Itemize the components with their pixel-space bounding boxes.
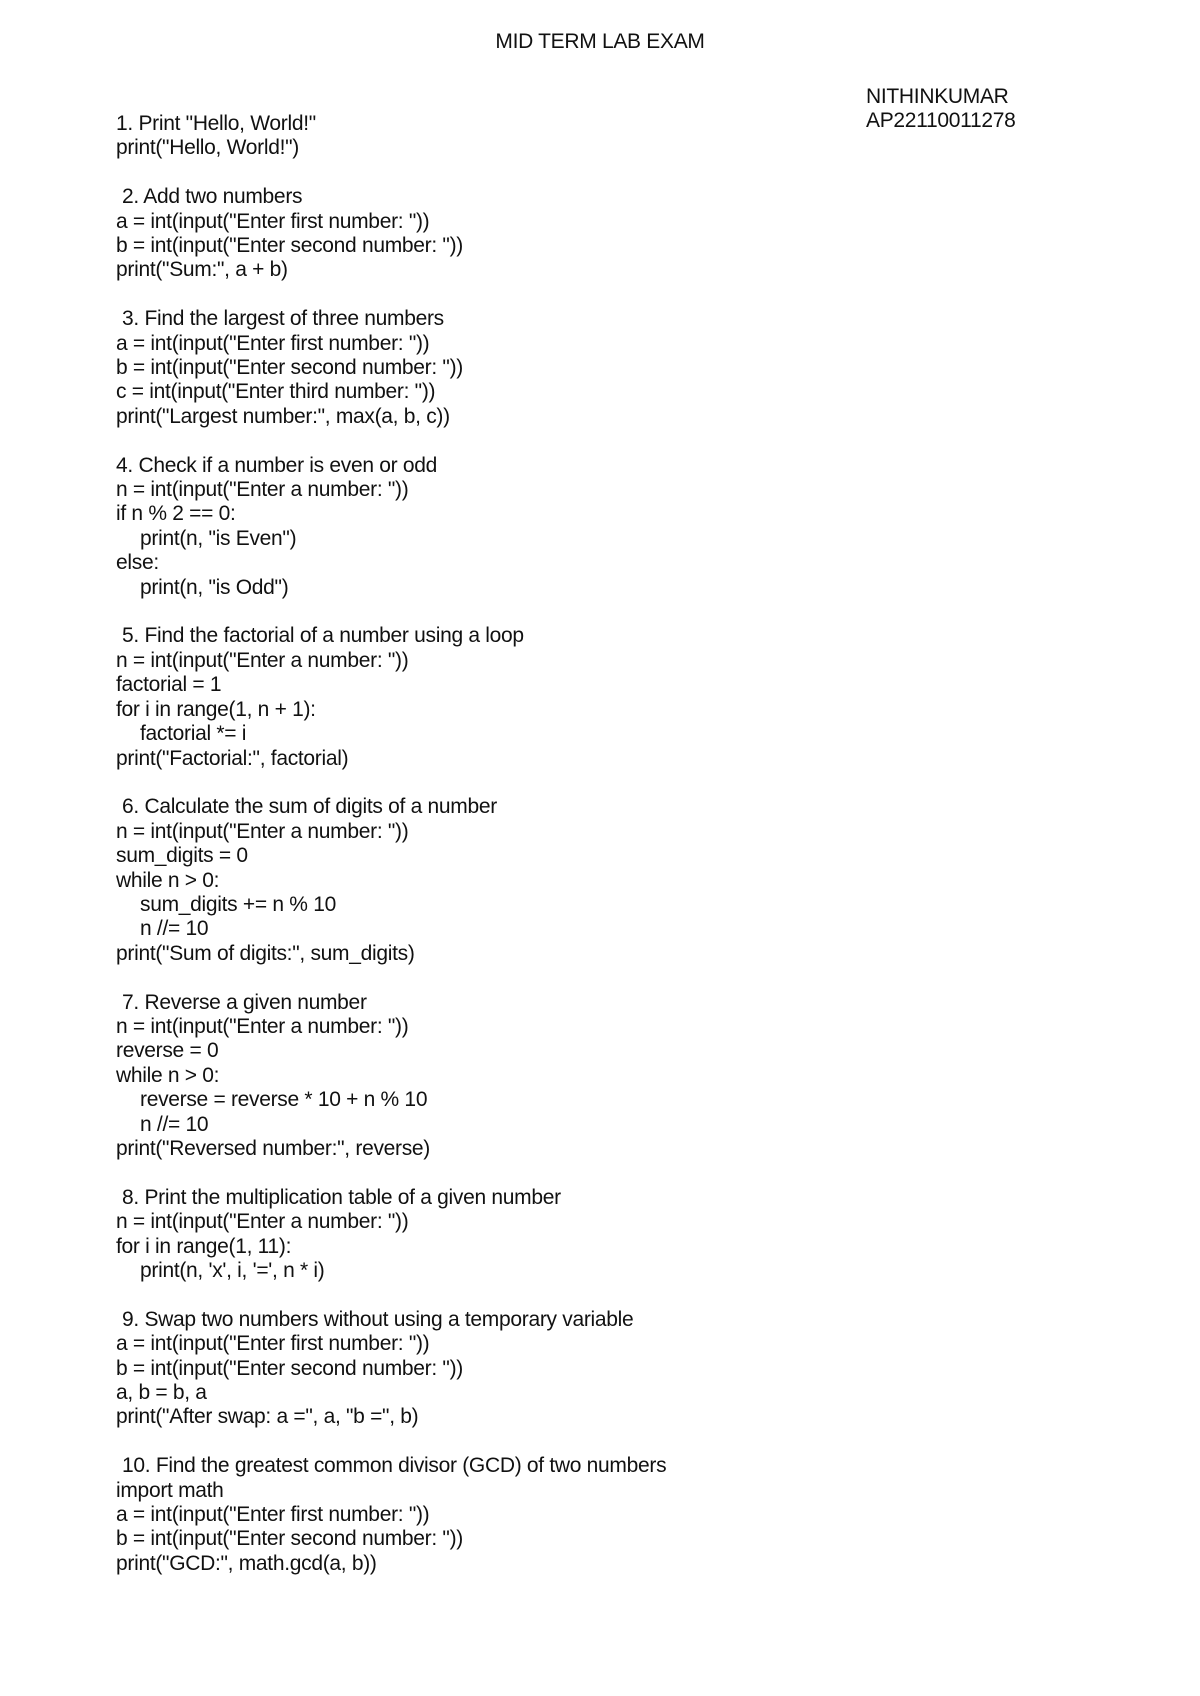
code-line: factorial = 1 (116, 673, 222, 697)
code-line: n = int(input("Enter a number: ")) (116, 1014, 409, 1038)
question-heading: 8. Print the multiplication table of a given number (122, 1185, 561, 1209)
code-line: print("GCD:", math.gcd(a, b)) (116, 1551, 377, 1575)
code-line: reverse = reverse * 10 + n % 10 (140, 1088, 428, 1112)
question-heading: 4. Check if a number is even or odd (116, 453, 438, 477)
question-block (116, 795, 1116, 966)
code-line: print("Reversed number:", reverse) (116, 1136, 430, 1160)
author-name: NITHINKUMAR (866, 85, 1009, 108)
question-heading: 10. Find the greatest common divisor (GCD) of two numbers (122, 1454, 667, 1478)
code-line: a = int(input("Enter first number: ")) (116, 331, 430, 355)
code-line: import math (116, 1478, 224, 1502)
question-heading: 9. Swap two numbers without using a temporary variable (122, 1307, 634, 1331)
code-line: for i in range(1, 11): (116, 1234, 292, 1258)
code-line: print("Sum:", a + b) (116, 258, 288, 282)
code-line: n = int(input("Enter a number: ")) (116, 1210, 409, 1234)
question-block (116, 991, 1116, 1162)
question-block (116, 454, 1116, 600)
question-heading: 5. Find the factorial of a number using a loop (122, 624, 524, 648)
code-line: print("Hello, World!") (116, 136, 299, 160)
code-line: b = int(input("Enter second number: ")) (116, 1356, 463, 1380)
code-line: a = int(input("Enter first number: ")) (116, 1332, 430, 1356)
code-line: if n % 2 == 0: (116, 502, 236, 526)
code-line: print("Largest number:", max(a, b, c)) (116, 404, 450, 428)
question-block (116, 185, 1116, 283)
question-block (116, 1186, 1116, 1284)
question-block (116, 307, 1116, 429)
code-line: a = int(input("Enter first number: ")) (116, 1503, 430, 1527)
code-line: print("Factorial:", factorial) (116, 746, 349, 770)
code-line: for i in range(1, n + 1): (116, 697, 316, 721)
question-block (116, 112, 1116, 161)
code-line: sum_digits += n % 10 (140, 892, 336, 916)
code-line: print(n, "is Even") (140, 526, 297, 550)
question-block (116, 1454, 1116, 1576)
code-line: factorial *= i (140, 722, 247, 746)
code-line: n //= 10 (140, 917, 209, 941)
code-line: reverse = 0 (116, 1039, 219, 1063)
question-heading: 7. Reverse a given number (122, 990, 367, 1014)
code-line: a = int(input("Enter first number: ")) (116, 209, 430, 233)
question-heading: 1. Print "Hello, World!" (116, 112, 316, 135)
code-line: n = int(input("Enter a number: ")) (116, 478, 409, 502)
code-line: while n > 0: (116, 1063, 220, 1087)
author-id: AP22110011278 (866, 109, 1016, 132)
code-line: c = int(input("Enter third number: ")) (116, 380, 436, 404)
code-line: while n > 0: (116, 868, 220, 892)
code-line: a, b = b, a (116, 1381, 207, 1404)
code-line: b = int(input("Enter second number: ")) (116, 234, 463, 258)
document-title: MID TERM LAB EXAM (495, 30, 705, 53)
question-heading: 6. Calculate the sum of digits of a number (122, 795, 497, 819)
questions-list (116, 112, 1116, 1576)
code-line: n //= 10 (140, 1112, 209, 1136)
question-block (116, 624, 1116, 770)
code-line: print("After swap: a =", a, "b =", b) (116, 1405, 419, 1429)
code-line: print(n, "is Odd") (140, 575, 289, 599)
code-line: print("Sum of digits:", sum_digits) (116, 941, 415, 965)
code-line: else: (116, 551, 159, 575)
question-heading: 3. Find the largest of three numbers (122, 307, 444, 331)
code-line: print(n, 'x', i, '=', n * i) (140, 1258, 325, 1282)
question-heading: 2. Add two numbers (122, 185, 303, 209)
code-line: n = int(input("Enter a number: ")) (116, 819, 409, 843)
code-line: sum_digits = 0 (116, 844, 248, 868)
code-line: b = int(input("Enter second number: ")) (116, 356, 463, 380)
code-line: n = int(input("Enter a number: ")) (116, 648, 409, 672)
code-line: b = int(input("Enter second number: ")) (116, 1527, 463, 1551)
question-block (116, 1308, 1116, 1430)
